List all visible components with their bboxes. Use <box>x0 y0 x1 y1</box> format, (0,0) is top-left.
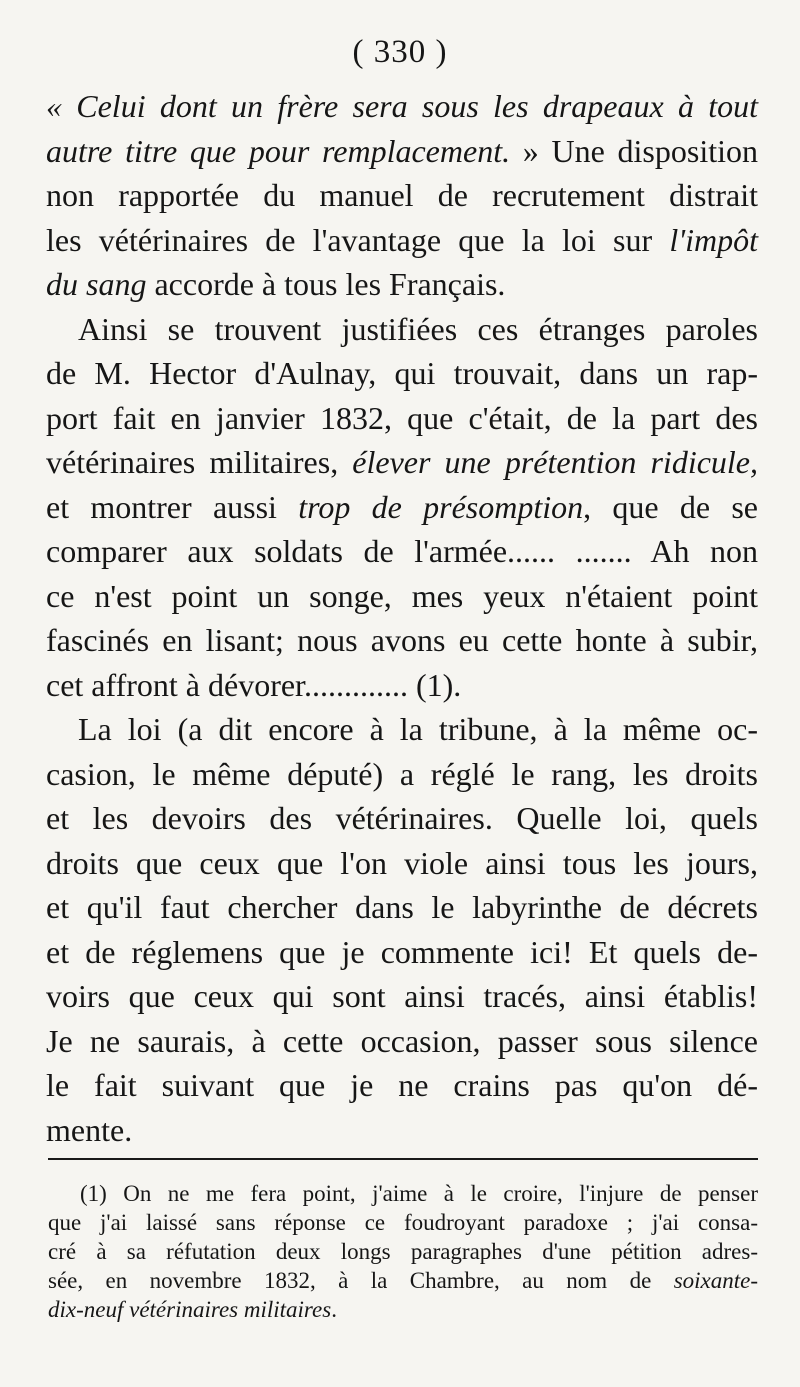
text-line: de M. Hector d'Aulnay, qui trouvait, dans un rap- <box>46 355 758 391</box>
text-line: port fait en janvier 1832, que c'était, de la part des <box>46 399 758 436</box>
text-line: cet affront à dévorer............. (1). <box>46 666 462 703</box>
footnote-line: cré à sa réfutation deux longs paragraphes d'une pétition adres- <box>48 1239 758 1264</box>
footnote <box>48 1179 758 1324</box>
text-line <box>46 262 758 307</box>
footnote-divider <box>48 1158 758 1160</box>
text-line: voirs que ceux qui sont ainsi tracés, ainsi établis! <box>46 978 758 1014</box>
text-line: et qu'il faut chercher dans le labyrinthe de décrets <box>46 889 758 925</box>
footnote-line <box>48 1266 758 1295</box>
text-line <box>46 440 758 485</box>
text-line: casion, le même député) a réglé le rang, les droits <box>46 755 758 792</box>
footnote-line: que j'ai laissé sans réponse ce foudroyant paradoxe ; j'ai consa- <box>48 1210 758 1235</box>
text-line <box>46 84 758 129</box>
text-segment: . <box>331 1297 337 1322</box>
italic-quote: autre titre que pour remplacement. <box>46 132 511 169</box>
text-segment: et montrer aussi <box>46 488 299 525</box>
text-line: le fait suivant que je ne crains pas qu'on dé- <box>46 1067 758 1103</box>
text-line: ce n'est point un songe, mes yeux n'étaient point <box>46 577 758 614</box>
italic-phrase: soixante- <box>673 1268 758 1293</box>
text-line: Ainsi se trouvent justifiées ces étranges paroles <box>78 310 758 347</box>
italic-phrase: dix-neuf vétérinaires militaires <box>48 1297 332 1322</box>
text-segment: vétérinaires militaires, <box>46 444 353 480</box>
text-line: non rapportée du manuel de recrutement distrait <box>46 177 758 213</box>
body-text <box>46 84 758 1152</box>
text-line: et de réglemens que je commente ici! Et quels de- <box>46 933 758 970</box>
text-segment: , que de se <box>583 488 759 525</box>
text-line: et les devoirs des vétérinaires. Quelle loi, quels <box>46 800 758 836</box>
italic-phrase: du sang <box>46 266 147 302</box>
footnote-line: (1) On ne me fera point, j'aime à le croire, l'injure de penser <box>80 1181 758 1206</box>
footnote-line <box>48 1295 758 1324</box>
text-line: mente. <box>46 1111 133 1148</box>
text-line: droits que ceux que l'on viole ainsi tous les jours, <box>46 844 758 881</box>
text-line <box>46 485 758 530</box>
text-segment: sée, en novembre 1832, à la Chambre, au nom de <box>48 1268 674 1293</box>
italic-phrase: trop de présomption <box>298 488 584 525</box>
text-segment: accorde à tous les Français. <box>146 266 506 302</box>
page-number: ( 330 ) <box>352 34 448 70</box>
text-line <box>46 218 758 263</box>
text-segment: les vétérinaires de l'avantage que la loi sur <box>46 221 670 258</box>
text-segment: » Une disposition <box>510 132 759 169</box>
italic-phrase: l'impôt <box>669 221 758 258</box>
italic-phrase: élever une prétention ridicule, <box>352 444 758 480</box>
italic-quote: « Celui dont un frère sera sous les drapeaux à tout <box>46 88 758 124</box>
text-line: fascinés en lisant; nous avons eu cette honte à subir, <box>46 622 758 658</box>
text-line: Je ne saurais, à cette occasion, passer sous silence <box>46 1022 758 1059</box>
text-line <box>46 129 758 174</box>
text-line: comparer aux soldats de l'armée...... ....... Ah non <box>46 533 758 569</box>
text-line: La loi (a dit encore à la tribune, à la même oc- <box>78 711 758 747</box>
